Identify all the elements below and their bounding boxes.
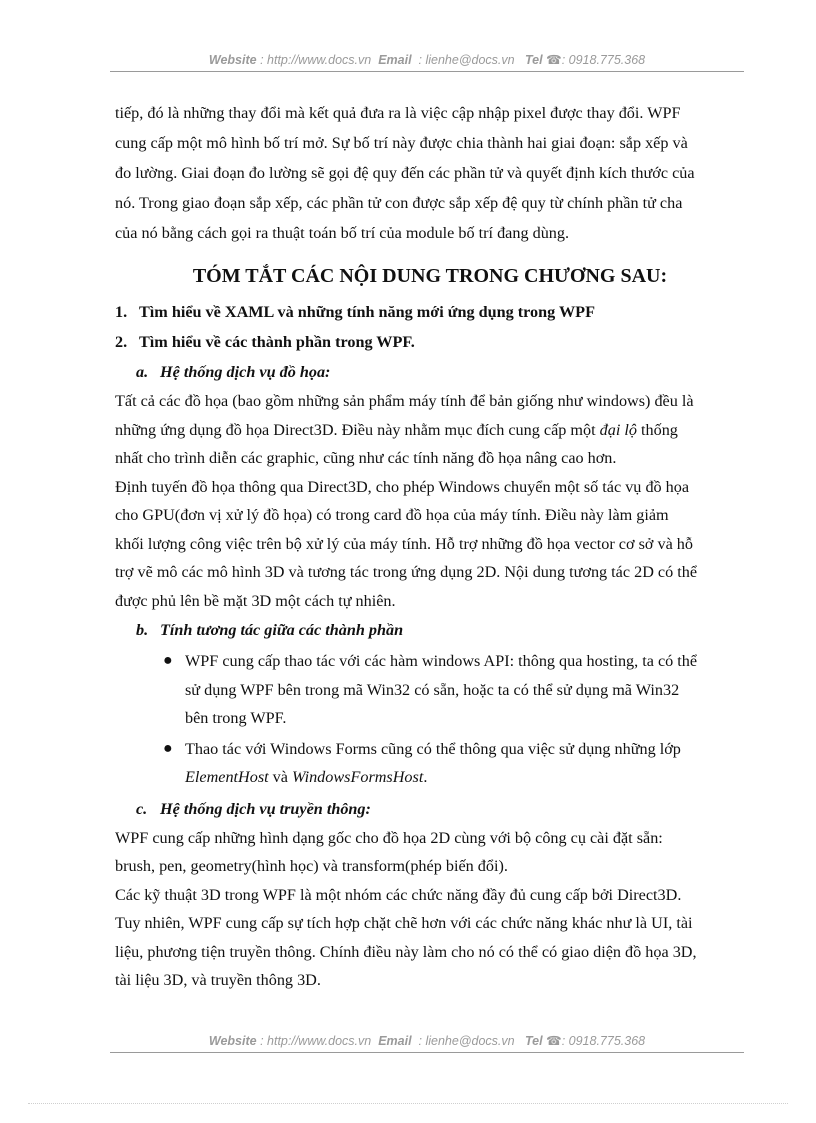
header-website-value: : http://www.docs.vn: [260, 53, 372, 67]
subsection-label: a.: [136, 363, 149, 381]
bullet-list: [115, 647, 745, 792]
item-number: 1.: [115, 303, 128, 321]
section-c-line: Các kỹ thuật 3D trong WPF là một nhóm các chức năng đầy đủ cung cấp bởi Direct3D.: [115, 885, 682, 904]
section-c-line: tài liệu 3D, và truyền thông 3D.: [115, 971, 321, 989]
header-website-label: Website: [208, 53, 257, 67]
subsection-label: b.: [136, 621, 149, 639]
joiner-text: và: [268, 768, 292, 786]
section-a-line: cho GPU(đơn vị xử lý đồ họa) có trong card đồ họa của máy tính. Điều này làm giảm: [115, 506, 669, 524]
bullet-icon: ●: [163, 652, 173, 669]
footer-rule: [110, 1052, 744, 1053]
page-body: [115, 98, 745, 995]
item-number: 2.: [115, 333, 128, 351]
intro-line: tiếp, đó là những thay đổi mà kết quả đưa ra là việc cập nhập pixel được thay đổi. WPF: [115, 104, 681, 122]
bullet-item: [115, 647, 745, 733]
header-email-value: : lienhe@docs.vn: [418, 53, 515, 67]
bullet-icon: ●: [163, 739, 173, 757]
class-name-elementhost: ElementHost: [185, 768, 269, 786]
footer-website-label: Website: [208, 1034, 257, 1048]
page-edge-dotted-line: [28, 1103, 788, 1104]
page-footer: [110, 1033, 744, 1048]
intro-line: nó. Trong giao đoạn sắp xếp, các phần tử con được sắp xếp đệ quy từ chính phần tử cha: [115, 194, 683, 212]
numbered-item: [115, 297, 745, 327]
header-tel-value: : 0918.775.368: [561, 53, 646, 67]
bullet-line: [185, 763, 745, 792]
bullet-end: .: [423, 768, 428, 786]
section-c-line: liệu, phương tiện truyền thông. Chính điều này làm cho nó có thể có giao diện đồ họa 3D,: [115, 942, 697, 961]
italic-phrase: đại lộ: [599, 420, 637, 439]
subsection-b-title: [115, 615, 745, 645]
numbered-item: [115, 327, 745, 357]
subsection-title-text: Hệ thống dịch vụ truyền thông:: [160, 799, 371, 818]
section-c-line: WPF cung cấp những hình dạng gốc cho đồ họa 2D cùng với bộ công cụ cài đặt sẵn:: [115, 828, 663, 847]
page-header: [110, 52, 744, 67]
bullet-item: [115, 735, 745, 792]
section-a-line: được phủ lên bề mặt 3D một cách tự nhiên.: [115, 591, 396, 610]
bullet-line: Thao tác với Windows Forms cũng có thể thông qua việc sử dụng những lớp: [185, 739, 681, 758]
section-heading: TÓM TẮT CÁC NỘI DUNG TRONG CHƯƠNG SAU:: [192, 265, 668, 287]
section-a-line: nhất cho trình diễn các graphic, cũng như các tính năng đồ họa nâng cao hơn.: [115, 449, 617, 467]
phone-icon: ☎: [546, 1034, 562, 1048]
header-tel-label: Tel: [525, 53, 543, 67]
section-a-line: Tất cả các đồ họa (bao gồm những sản phẩm máy tính để bản giống như windows) đều là: [115, 392, 694, 410]
item-text: Tìm hiểu về các thành phần trong WPF.: [139, 333, 415, 351]
intro-line: cung cấp một mô hình bố trí mở. Sự bố trí này được chia thành hai giai đoạn: sắp xếp và: [115, 134, 688, 152]
section-a-text-end: thống: [636, 420, 678, 439]
footer-tel-value: : 0918.775.368: [561, 1034, 646, 1048]
subsection-c-title: [115, 794, 745, 824]
footer-email-label: Email: [378, 1034, 412, 1048]
subsection-title-text: Tính tương tác giữa các thành phần: [160, 621, 404, 639]
footer-tel-label: Tel: [525, 1034, 543, 1048]
section-c-line: brush, pen, geometry(hình học) và transform(phép biến đổi).: [115, 857, 508, 875]
bullet-line: WPF cung cấp thao tác với các hàm windows API: thông qua hosting, ta có thể: [185, 652, 698, 670]
section-a-line: [115, 416, 745, 445]
subsection-a-title: [115, 357, 745, 387]
header-email-label: Email: [378, 53, 412, 67]
bullet-line: bên trong WPF.: [185, 709, 287, 727]
intro-line: đo lường. Giai đoạn đo lường sẽ gọi đệ quy đến các phần tử và quyết định kích thước của: [115, 164, 695, 182]
footer-email-value: : lienhe@docs.vn: [418, 1034, 515, 1048]
subsection-title-text: Hệ thống dịch vụ đồ họa:: [160, 363, 331, 381]
item-text: Tìm hiểu về XAML và những tính năng mới ứng dụng trong WPF: [139, 303, 595, 321]
class-name-windowsformshost: WindowsFormsHost: [292, 768, 424, 786]
section-a-line: trợ vẽ mô các mô hình 3D và tương tác trong ứng dụng 2D. Nội dung tương tác 2D có thể: [115, 563, 698, 581]
section-a-line: khối lượng công việc trên bộ xử lý của máy tính. Hỗ trợ những đồ họa vector cơ sở và hỗ: [115, 534, 693, 553]
section-a-line: Định tuyến đồ họa thông qua Direct3D, cho phép Windows chuyển một số tác vụ đồ họa: [115, 477, 690, 496]
phone-icon: ☎: [546, 53, 562, 67]
subsection-label: c.: [136, 799, 148, 818]
section-c-line: Tuy nhiên, WPF cung cấp sự tích hợp chặt chẽ hơn với các chức năng khác như là UI, tài: [115, 914, 693, 932]
footer-website-value: : http://www.docs.vn: [260, 1034, 372, 1048]
header-rule: [110, 71, 744, 72]
section-a-text: những ứng dụng đồ họa Direct3D. Điều này nhằm mục đích cung cấp một: [115, 420, 596, 439]
bullet-line: sử dụng WPF bên trong mã Win32 có sẵn, hoặc ta có thể sử dụng mã Win32: [185, 680, 680, 699]
intro-line: của nó bằng cách gọi ra thuật toán bố trí của module bố trí đang dùng.: [115, 224, 570, 242]
